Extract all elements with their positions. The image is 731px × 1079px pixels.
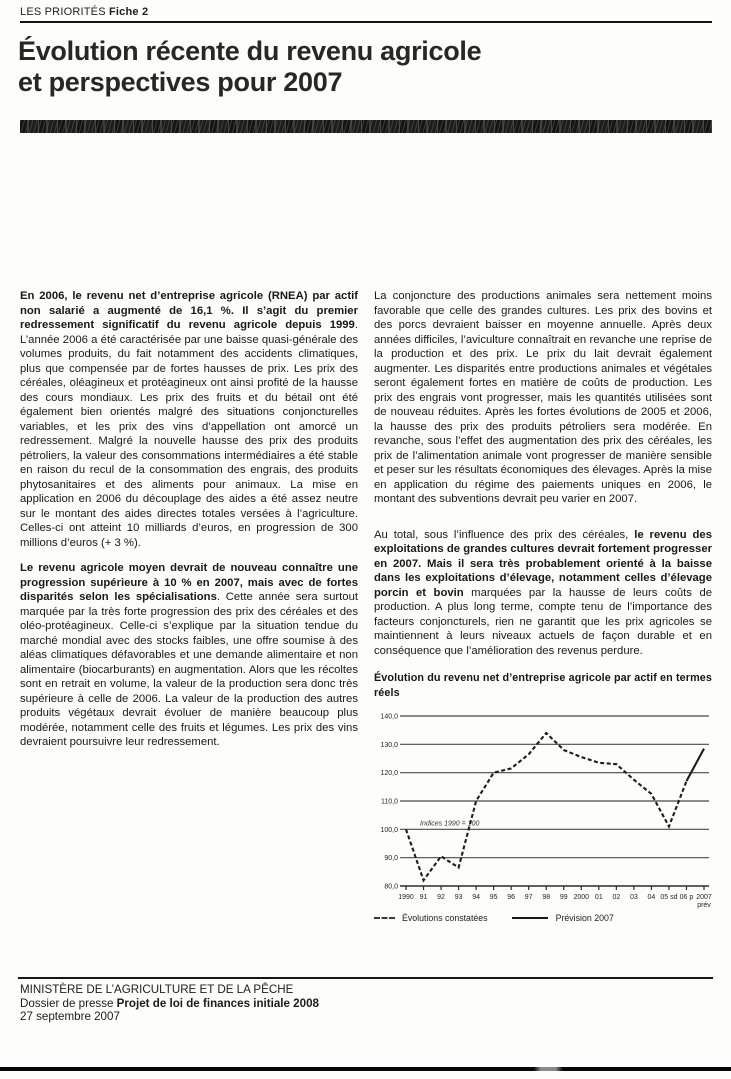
svg-text:94: 94: [472, 894, 481, 901]
svg-text:06 p: 06 p: [679, 894, 694, 901]
svg-text:04: 04: [647, 894, 656, 901]
chart-legend: [374, 911, 712, 926]
svg-text:91: 91: [419, 894, 428, 901]
svg-text:100,0: 100,0: [380, 826, 398, 834]
paragraph-rnea-2006: En 2006, le revenu net d’entreprise agricole (RNEA) par actif non salarié a augmenté de 16,1 %. Il s’agit du premier redressement significatif du revenu agricole depuis 1999. L’année 2006 a été caractérisée par une baisse quasi-générale des volumes produits, du fait notamment des accidents climatiques, plus que compensée par de fortes hausses de prix. Les prix des céréales, oléagineux et protéagineux ont ainsi profité de la hausse des cours mondiaux. Les prix des fruits et du bétail ont été également bien orientés malgré des situations conjoncturelles variables, et les prix des vins d’appellation ont amorcé un redressement. Malgré la nouvelle hausse des prix des produits pétroliers, la valeur des consommations intermédiaires a été stable en raison du recul de la consommation des engrais, des produits phytosanitaires et des aliments pour animaux. La mise en application en 2006 du découplage des aides a été assez neutre sur le montant des aides directes totales versées à l’agriculture. Celles-ci ont atteint 10 milliards d’euros, en progression de 300 millions d’euros (+ 3 %).: [20, 290, 358, 549]
svg-text:02: 02: [612, 894, 621, 901]
legend-item-constatees: [374, 911, 488, 926]
chart-title: Évolution du revenu net d’entreprise agricole par actif en termes réels: [374, 672, 712, 699]
paragraph-productions-animales: La conjoncture des productions animales sera nettement moins favorable que celle des grandes cultures. Les prix des bovins et des porcs devraient baisser en moyenne annuelle. Après deux années difficiles, l’aviculture connaîtrait en revanche une reprise de la production et des prix. Le prix du lait devrait également augmenter. Les disparités entre productions animales et végétales seront également fortes en matière de coûts de production. Les prix des engrais vont progresser, mais les quantités utilisées sont de nouveau réduites. Après les fortes évolutions de 2005 et 2006, la hausse des prix des produits pétroliers sera modérée. En revanche, sous l’effet des augmentation des prix des céréales, les prix de l’alimentation animale vont progresser de manière sensible et peser sur les résultats économiques des élevages. Après la mise en application du régime des paiements uniques en 2006, le montant des subventions devrait peu varier en 2007.: [374, 290, 712, 505]
footer-rule: [18, 977, 713, 979]
page-title-line2: et perspectives pour 2007: [18, 67, 343, 97]
legend-label-constatees: Évolutions constatées: [402, 913, 488, 923]
revenue-line-chart: [374, 702, 712, 910]
legend-label-prevision: Prévision 2007: [555, 913, 614, 923]
svg-text:80,0: 80,0: [384, 883, 398, 891]
svg-text:1990: 1990: [398, 894, 414, 901]
solid-line-icon: [512, 917, 548, 919]
svg-text:93: 93: [454, 894, 463, 901]
svg-text:2007: 2007: [696, 894, 712, 901]
svg-text:05 sd: 05 sd: [660, 894, 678, 901]
svg-text:2000: 2000: [573, 894, 590, 901]
svg-text:130,0: 130,0: [380, 741, 398, 749]
svg-text:98: 98: [542, 894, 551, 901]
svg-text:120,0: 120,0: [380, 770, 398, 778]
svg-text:96: 96: [507, 894, 516, 901]
svg-text:90,0: 90,0: [384, 855, 398, 863]
decorative-hatch-bar: [20, 120, 712, 133]
footer-date: 27 septembre 2007: [20, 1010, 120, 1024]
svg-text:Indices 1990 = 100: Indices 1990 = 100: [420, 820, 480, 828]
paragraph-revenu-moyen-2007: Le revenu agricole moyen devrait de nouveau connaître une progression supérieure à 10 % en 2007, mais avec de fortes disparités selon les spécialisations. Cette année sera surtout marquée par la très forte progression des prix des céréales et des oléo-protéagineux. Celle-ci s’explique par la situation tendue du marché mondial avec des stocks faibles, une offre soumise à des aléas climatiques défavorables et une demande alimentaire et non alimentaire (biocarburants) en augmentation. Alors que les récoltes sont en retrait en volume, la valeur de la production sera donc très supérieure à celle de 2006. La valeur de la production des autres produits végétaux devrait évoluer de manière beaucoup plus modérée, notamment celle des fruits et légumes. Les prix des vins devraient poursuivre leur redressement.: [20, 562, 358, 748]
svg-text:140,0: 140,0: [380, 713, 398, 721]
page-bottom-edge: [0, 1067, 731, 1071]
page-title: [18, 36, 481, 98]
svg-text:99: 99: [559, 894, 568, 901]
svg-text:03: 03: [629, 894, 638, 901]
footer-dossier: Dossier de presse Projet de loi de finances initiale 2008: [20, 996, 319, 1010]
paragraph-au-total: Au total, sous l’influence des prix des céréales, le revenu des exploitations de grandes cultures devrait fortement progresser en 2007. Mais il sera très probablement orienté à la baisse dans les exploitations d’élevage, notamment celles d’élevage porcin et bovin marquées par la hausse de leurs coûts de production. A plus long terme, compte tenu de l’importance des facteurs conjoncturels, rien ne garantit que les prix agricoles se maintiennent à leurs niveaux actuels de façon durable et en conséquence que l’amélioration des revenus perdure.: [374, 528, 713, 657]
svg-text:prév: prév: [697, 902, 711, 909]
page-title-line1: Évolution récente du revenu agricole: [18, 36, 482, 66]
svg-text:95: 95: [489, 894, 498, 901]
footer: [20, 983, 319, 1024]
right-column: [374, 289, 712, 926]
svg-text:97: 97: [524, 894, 533, 901]
chart-canvas: [374, 702, 712, 910]
svg-text:92: 92: [437, 894, 445, 901]
legend-item-prevision: [512, 911, 614, 926]
footer-ministry: MINISTÈRE DE L’AGRICULTURE ET DE LA PÊCHE: [20, 983, 294, 996]
revenue-chart-block: [374, 671, 712, 926]
svg-text:110,0: 110,0: [381, 798, 398, 806]
dashed-line-icon: [374, 917, 395, 919]
svg-text:01: 01: [594, 894, 603, 901]
header-eyebrow: LES PRIORITÉS Fiche 2: [20, 6, 149, 18]
header-rule: [20, 21, 712, 23]
left-column: [20, 289, 358, 926]
body-columns: [20, 289, 712, 926]
